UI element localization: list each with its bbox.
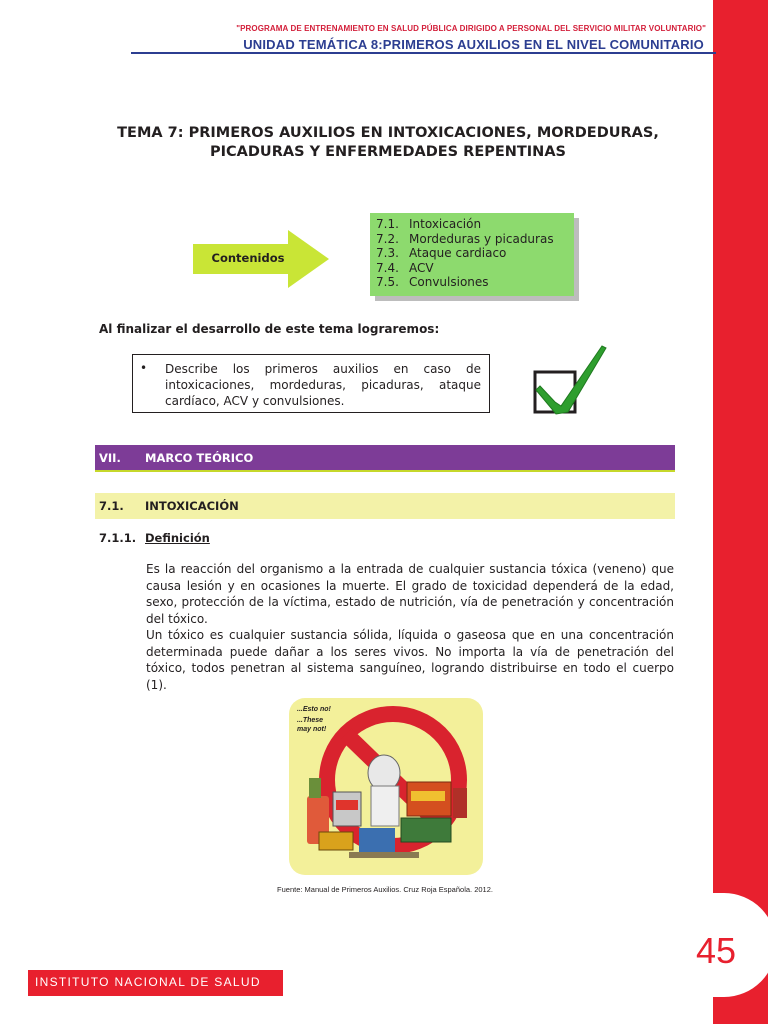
topic-title-line-2: PICADURAS Y ENFERMEDADES REPENTINAS <box>210 144 566 160</box>
list-item-label: Mordeduras y picaduras <box>409 231 554 246</box>
contents-label: Contenidos <box>211 251 285 265</box>
section-header-marco-teorico <box>95 445 675 471</box>
objective-text: Describe los primeros auxilios en caso de intoxicaciones, mordeduras, picaduras, ataque cardíaco, ACV y convulsiones. <box>165 362 481 408</box>
list-item <box>376 261 574 276</box>
list-item-number: 7.4. <box>376 260 399 275</box>
illustration-caption: ...These <box>297 717 324 724</box>
program-title: "PROGRAMA DE ENTRENAMIENTO EN SALUD PÚBLICA DIRIGIDO A PERSONAL DEL SERVICIO MILITAR VOLUNTARIO" <box>236 24 706 33</box>
list-item-label: Ataque cardiaco <box>409 246 507 261</box>
section-number: 7.1. <box>99 499 124 513</box>
list-item-number: 7.5. <box>376 275 399 290</box>
unit-title: UNIDAD TEMÁTICA 8:PRIMEROS AUXILIOS EN EL NIVEL COMUNITARIO <box>243 37 704 52</box>
objective-heading: Al finalizar el desarrollo de este tema lograremos: <box>99 322 440 336</box>
list-item-number: 7.3. <box>376 246 399 261</box>
illustration-caption: may not! <box>297 726 327 733</box>
section-title: INTOXICACIÓN <box>145 499 239 513</box>
section-title: MARCO TEÓRICO <box>145 451 254 465</box>
topic-title <box>100 124 676 162</box>
list-item-label: Convulsiones <box>409 275 489 290</box>
paragraph-toxic: Un tóxico es cualquier sustancia sólida, líquida o gaseosa que en una concentración determinada puede dañar a los seres vivos. No importa la vía de penetración del tóxico, todos penetran al sistema sanguíneo, logrando distribuirse en todo el cuerpo (1). <box>146 628 674 692</box>
section-header-intoxicacion <box>95 493 675 519</box>
list-item <box>376 275 574 290</box>
contents-list <box>370 213 574 296</box>
list-item-number: 7.2. <box>376 231 399 246</box>
list-item <box>376 217 574 232</box>
list-item <box>376 246 574 261</box>
header-divider <box>131 52 716 54</box>
paragraph-definition: Es la reacción del organismo a la entrada de cualquier sustancia tóxica (veneno) que causa lesión y en ocasiones la muerte. El grado de toxicidad dependerá de la edad, sexo, protección de la víctima, estado de nutrición, vía de penetración y concentración del tóxico. <box>146 562 674 626</box>
section-number: VII. <box>99 451 121 465</box>
checkmark-icon <box>528 340 614 420</box>
institute-name: INSTITUTO NACIONAL DE SALUD <box>35 975 261 989</box>
list-item-label: Intoxicación <box>409 217 482 231</box>
side-color-bar <box>713 0 768 1024</box>
bullet: • <box>140 361 148 375</box>
list-item-label: ACV <box>409 260 434 275</box>
page-number: 45 <box>695 930 737 971</box>
subsection-number: 7.1.1. <box>99 531 137 545</box>
prohibition-sign-icon <box>289 698 483 875</box>
toxic-products-illustration <box>289 698 483 875</box>
footer-institute-banner <box>28 970 283 996</box>
subsection-title: Definición <box>145 531 210 545</box>
list-item <box>376 232 574 247</box>
objective-box <box>132 354 490 413</box>
illustration-caption: ...Esto no! <box>297 706 331 713</box>
image-source: Fuente: Manual de Primeros Auxilios. Cruz Roja Española. 2012. <box>277 885 493 894</box>
section-underline <box>95 470 675 472</box>
topic-title-line-1: TEMA 7: PRIMEROS AUXILIOS EN INTOXICACIONES, MORDEDURAS, <box>117 125 659 141</box>
list-item-number: 7.1. <box>376 217 399 231</box>
